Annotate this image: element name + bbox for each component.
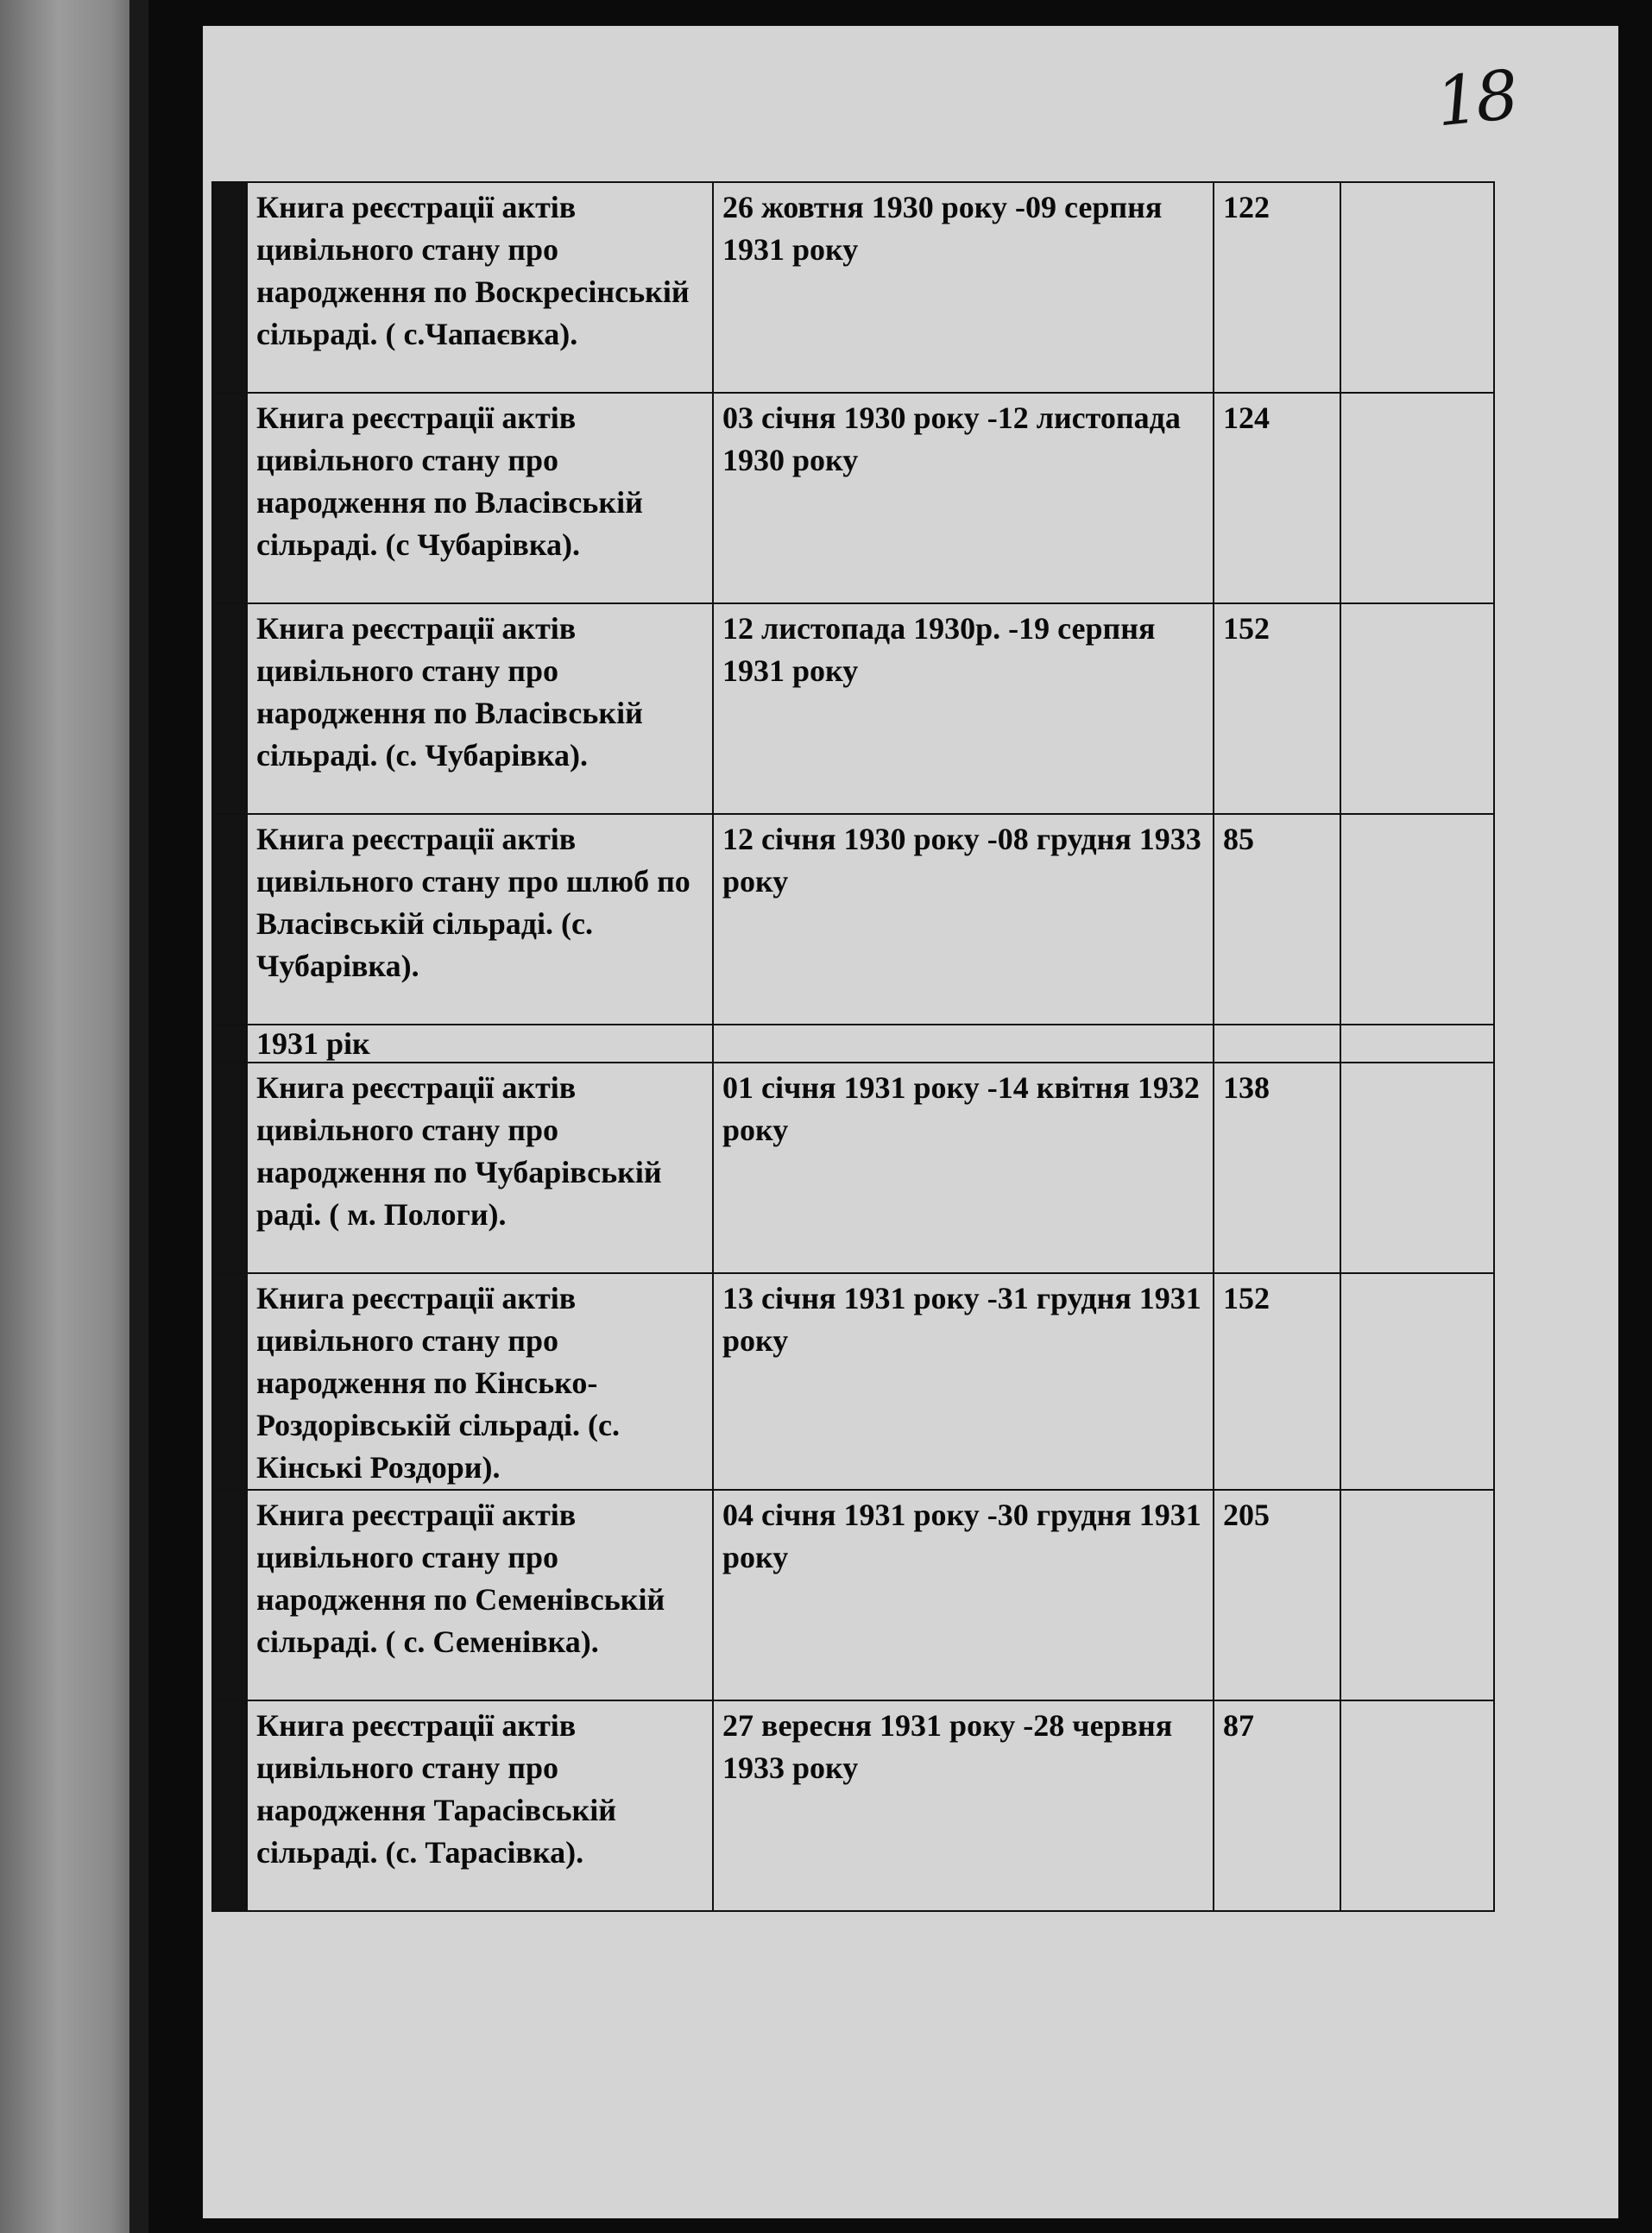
title-cell: Книга реєстрації актів цивільного стану про народження по Власівській сільраді. (с. Чубарівка).: [247, 603, 713, 814]
table-row: [212, 814, 1494, 1025]
title-cell: Книга реєстрації актів цивільного стану про народження по Кінсько-Роздорівській сільраді. (с. Кінські Роздори).: [247, 1273, 713, 1490]
row-number-cell: [212, 603, 247, 814]
row-number-cell: [212, 1700, 247, 1911]
note-cell: [1340, 814, 1494, 1025]
table-row: [212, 1063, 1494, 1273]
binding-edge: [129, 0, 148, 2233]
row-number-cell: [212, 1490, 247, 1700]
row-number-cell: [212, 814, 247, 1025]
title-cell: Книга реєстрації актів цивільного стану про народження по Чубарівській раді. ( м. Пологи).: [247, 1063, 713, 1273]
count-cell: 205: [1214, 1490, 1340, 1700]
dates-cell: 26 жовтня 1930 року -09 серпня 1931 року: [713, 182, 1214, 393]
note-cell: [1340, 1700, 1494, 1911]
count-cell: [1214, 1025, 1340, 1063]
table-row: [212, 1273, 1494, 1490]
dates-cell: 04 січня 1931 року -30 грудня 1931 року: [713, 1490, 1214, 1700]
note-cell: [1340, 1063, 1494, 1273]
title-cell: Книга реєстрації актів цивільного стану про народження по Власівській сільраді. (с Чубарівка).: [247, 393, 713, 603]
note-cell: [1340, 1273, 1494, 1490]
count-cell: 87: [1214, 1700, 1340, 1911]
title-cell: Книга реєстрації актів цивільного стану про шлюб по Власівській сільраді. (с. Чубарівка).: [247, 814, 713, 1025]
row-number-cell: [212, 393, 247, 603]
dates-cell: 12 листопада 1930р. -19 серпня 1931 року: [713, 603, 1214, 814]
table-row: [212, 182, 1494, 393]
year-heading-row: [212, 1025, 1494, 1063]
dates-cell: 13 січня 1931 року -31 грудня 1931 року: [713, 1273, 1214, 1490]
count-cell: 124: [1214, 393, 1340, 603]
note-cell: [1340, 182, 1494, 393]
count-cell: 85: [1214, 814, 1340, 1025]
count-cell: 138: [1214, 1063, 1340, 1273]
dates-cell: 01 січня 1931 року -14 квітня 1932 року: [713, 1063, 1214, 1273]
page-number: 18: [1432, 56, 1519, 142]
dates-cell: 12 січня 1930 року -08 грудня 1933 року: [713, 814, 1214, 1025]
note-cell: [1340, 1025, 1494, 1063]
note-cell: [1340, 603, 1494, 814]
table-row: [212, 393, 1494, 603]
binding-strip: [0, 0, 147, 2233]
count-cell: 152: [1214, 1273, 1340, 1490]
row-number-cell: [212, 1273, 247, 1490]
row-number-cell: [212, 182, 247, 393]
count-cell: 152: [1214, 603, 1340, 814]
title-cell: Книга реєстрації актів цивільного стану про народження по Семенівській сільраді. ( с. Семенівка).: [247, 1490, 713, 1700]
note-cell: [1340, 393, 1494, 603]
count-cell: 122: [1214, 182, 1340, 393]
note-cell: [1340, 1490, 1494, 1700]
row-number-cell: [212, 1063, 247, 1273]
row-number-cell: [212, 1025, 247, 1063]
table-row: [212, 1700, 1494, 1911]
table-row: [212, 603, 1494, 814]
register-table: [211, 181, 1495, 1912]
title-cell: Книга реєстрації актів цивільного стану про народження Тарасівській сільраді. (с. Тарасівка).: [247, 1700, 713, 1911]
title-cell: Книга реєстрації актів цивільного стану про народження по Воскресінській сільраді. ( с.Чапаєвка).: [247, 182, 713, 393]
table-row: [212, 1490, 1494, 1700]
dates-cell: 27 вересня 1931 року -28 червня 1933 року: [713, 1700, 1214, 1911]
year-heading: 1931 рік: [247, 1025, 713, 1063]
dates-cell: [713, 1025, 1214, 1063]
dates-cell: 03 січня 1930 року -12 листопада 1930 року: [713, 393, 1214, 603]
